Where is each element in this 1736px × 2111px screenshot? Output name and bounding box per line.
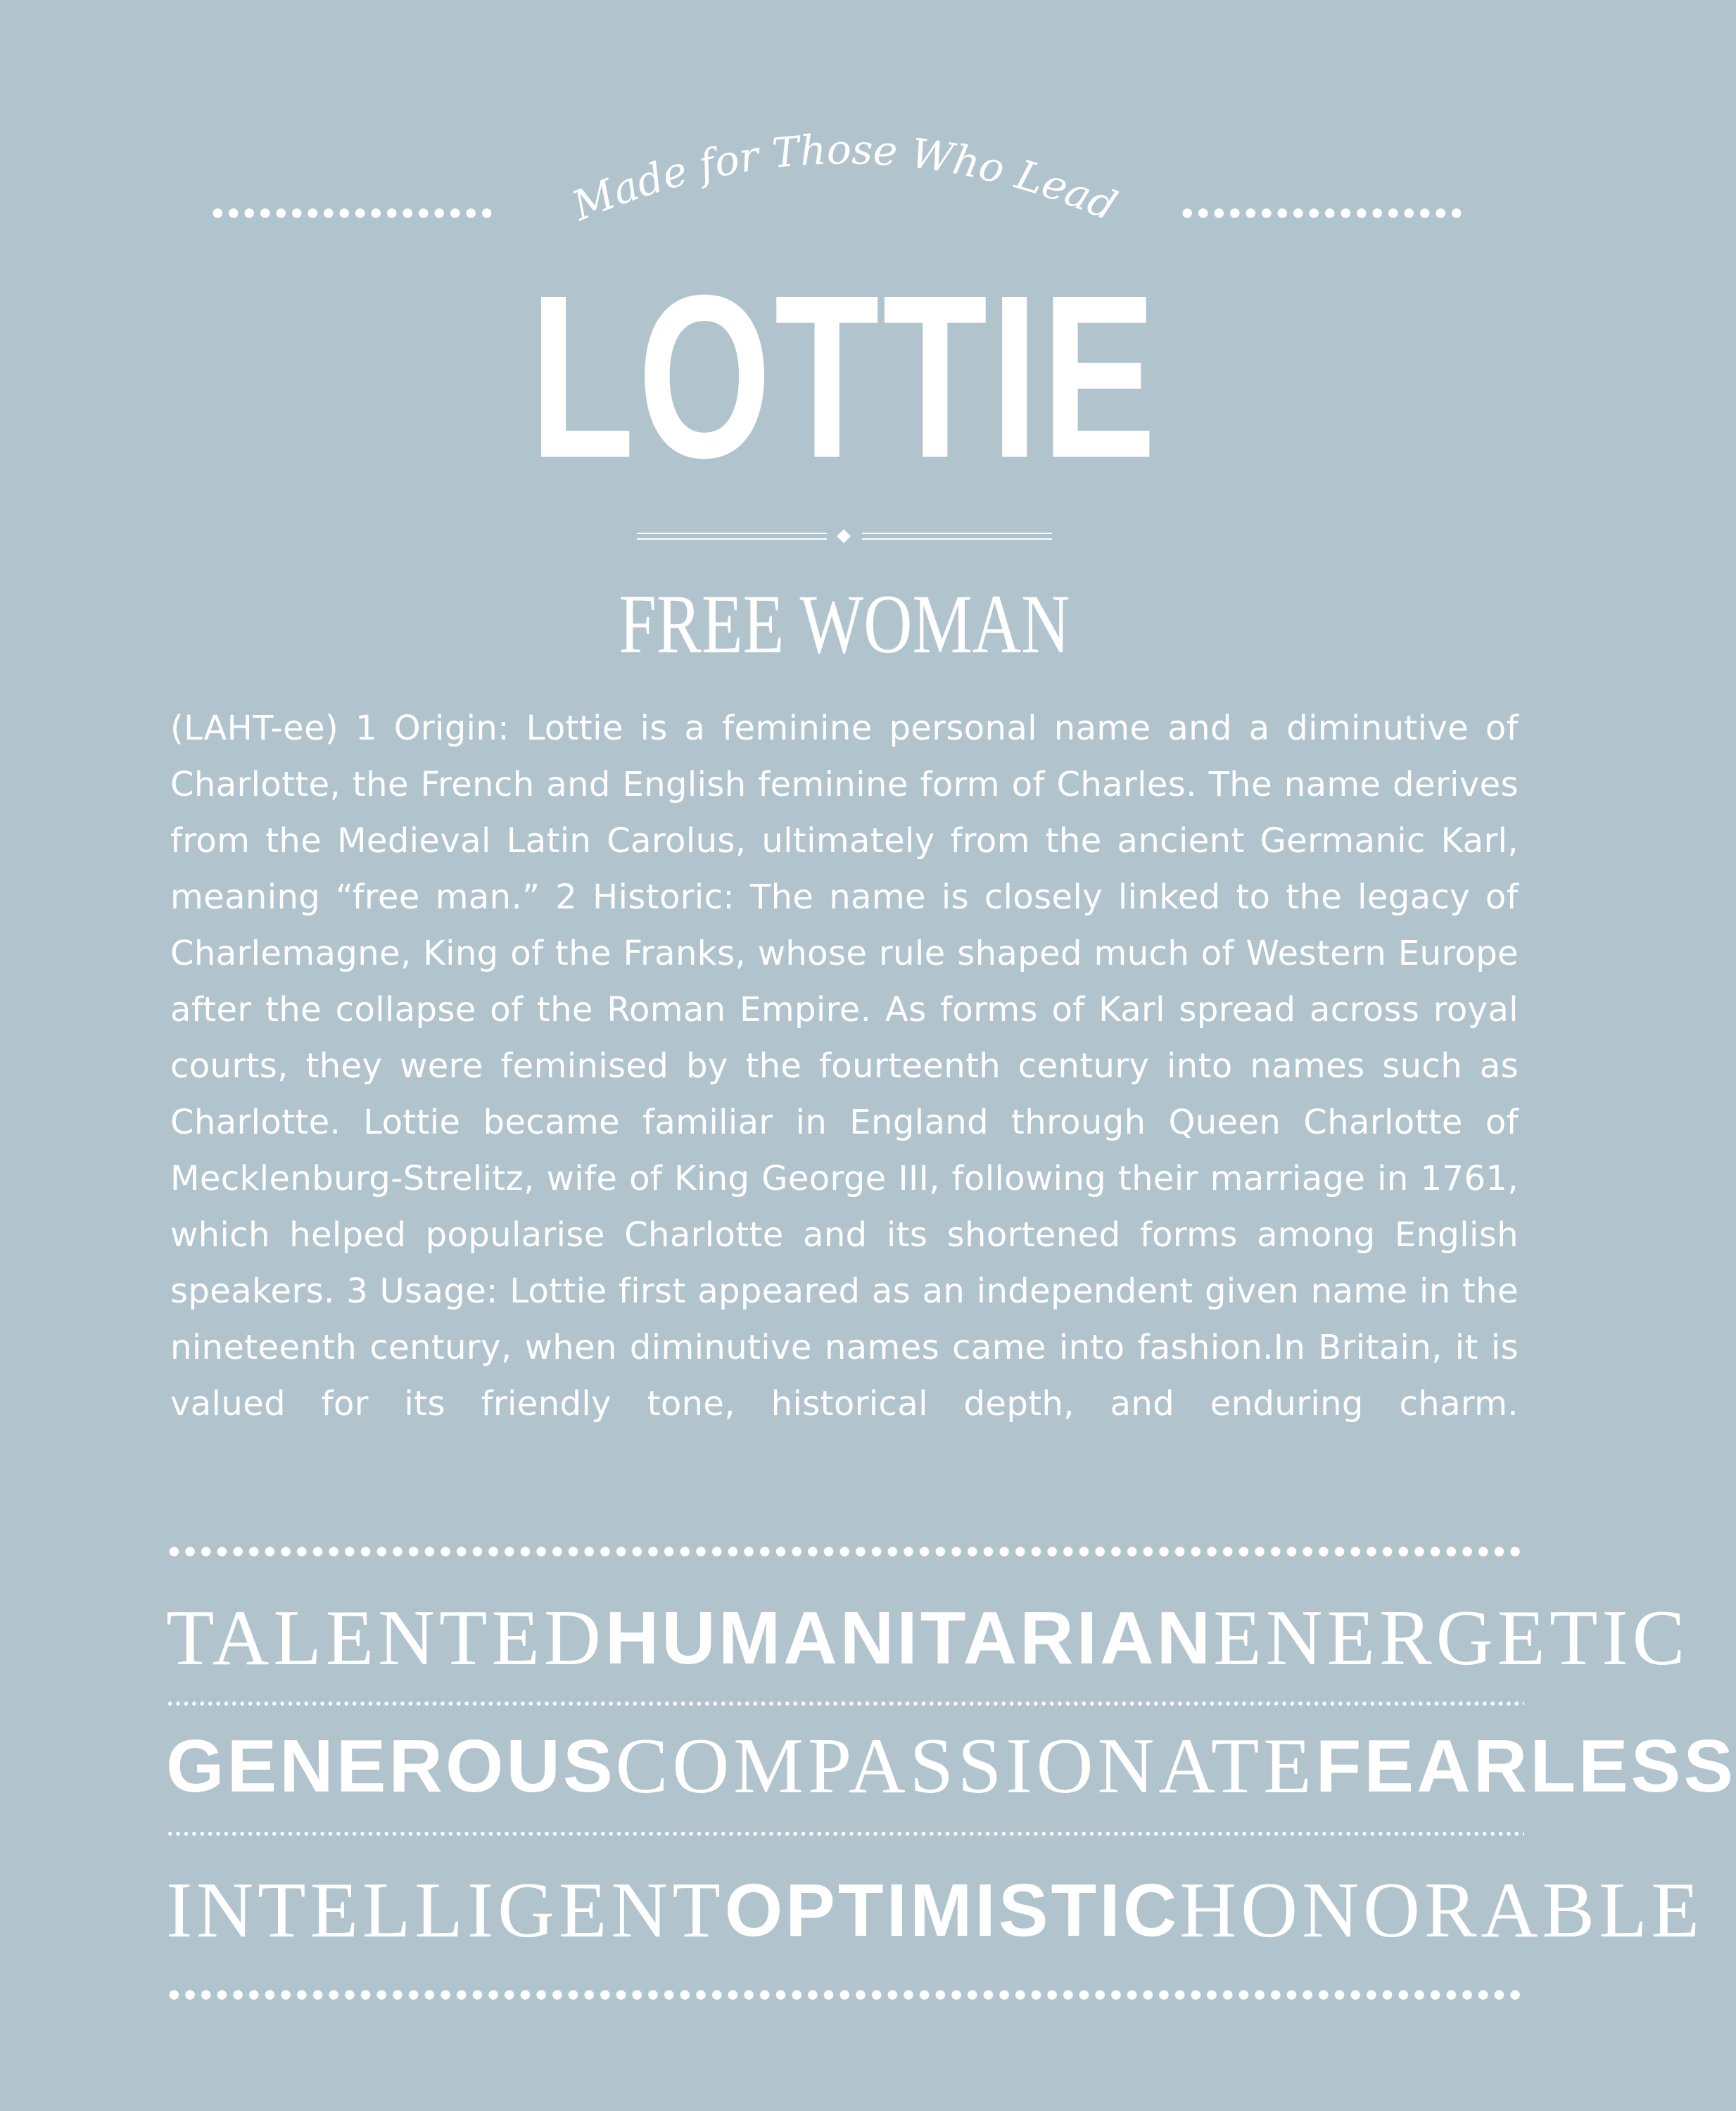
trait-word: FEARLESS bbox=[1315, 1725, 1736, 1808]
name-meaning: FREE WOMAN bbox=[619, 577, 1070, 671]
trait-word: TALENTED bbox=[166, 1595, 605, 1682]
tagline-text bbox=[565, 125, 1124, 230]
tagline-textpath: Made for Those Who Lead bbox=[565, 125, 1124, 230]
trait-row-3 bbox=[166, 1867, 1704, 1954]
tagline-header bbox=[0, 106, 1689, 267]
ornament-divider bbox=[637, 529, 1052, 546]
tagline-arc bbox=[493, 106, 1196, 267]
dotted-separator-1 bbox=[166, 1701, 1524, 1706]
poster-name: LOTTIE bbox=[529, 246, 1160, 506]
dotted-divider-right bbox=[1179, 208, 1461, 218]
dotted-divider-left bbox=[210, 208, 491, 218]
trait-row-1 bbox=[166, 1595, 1690, 1682]
trait-word: HONORABLE bbox=[1179, 1867, 1704, 1954]
trait-word: COMPASSIONATE bbox=[615, 1723, 1316, 1810]
diamond-icon bbox=[837, 529, 851, 543]
name-description: (LAHT-ee) 1 Origin: Lottie is a feminine personal name and a diminutive of Charlotte, the French and English feminine form of Charles. The name derives from the Medieval Latin Carolus, ultimately from the ancient Germanic Karl, meaning “free man.” 2 Historic: The name is closely linked to the legacy of Charlemagne, King of the Franks, whose rule shaped much of Western Europe after the collapse of the Roman Empire. As forms of Karl spread across royal courts, they were feminised by the fourteenth century into names such as Charlotte. Lottie became familiar in England through Queen Charlotte of Mecklenburg-Strelitz, wife of King George III, following their marriage in 1761, which helped popularise Charlotte and its shortened forms among English speakers. 3 Usage: Lottie first appeared as an independent given name in the nineteenth century, when diminutive names came into fashion.In Britain, it is valued for its friendly tone, historical depth, and enduring charm. bbox=[170, 709, 1519, 1424]
ornament-line-right bbox=[862, 533, 1052, 540]
dotted-divider-top bbox=[166, 1547, 1524, 1557]
trait-row-2 bbox=[166, 1723, 1736, 1810]
ornament-line-left bbox=[637, 533, 827, 540]
trait-word: GENEROUS bbox=[166, 1725, 616, 1808]
dotted-divider-bottom bbox=[166, 1990, 1524, 2000]
dotted-separator-2 bbox=[166, 1832, 1524, 1836]
trait-word: HUMANITARIAN bbox=[604, 1597, 1214, 1680]
trait-word: INTELLIGENT bbox=[166, 1867, 725, 1954]
trait-word: OPTIMISTIC bbox=[724, 1869, 1180, 1952]
trait-word: ENERGETIC bbox=[1213, 1595, 1690, 1682]
